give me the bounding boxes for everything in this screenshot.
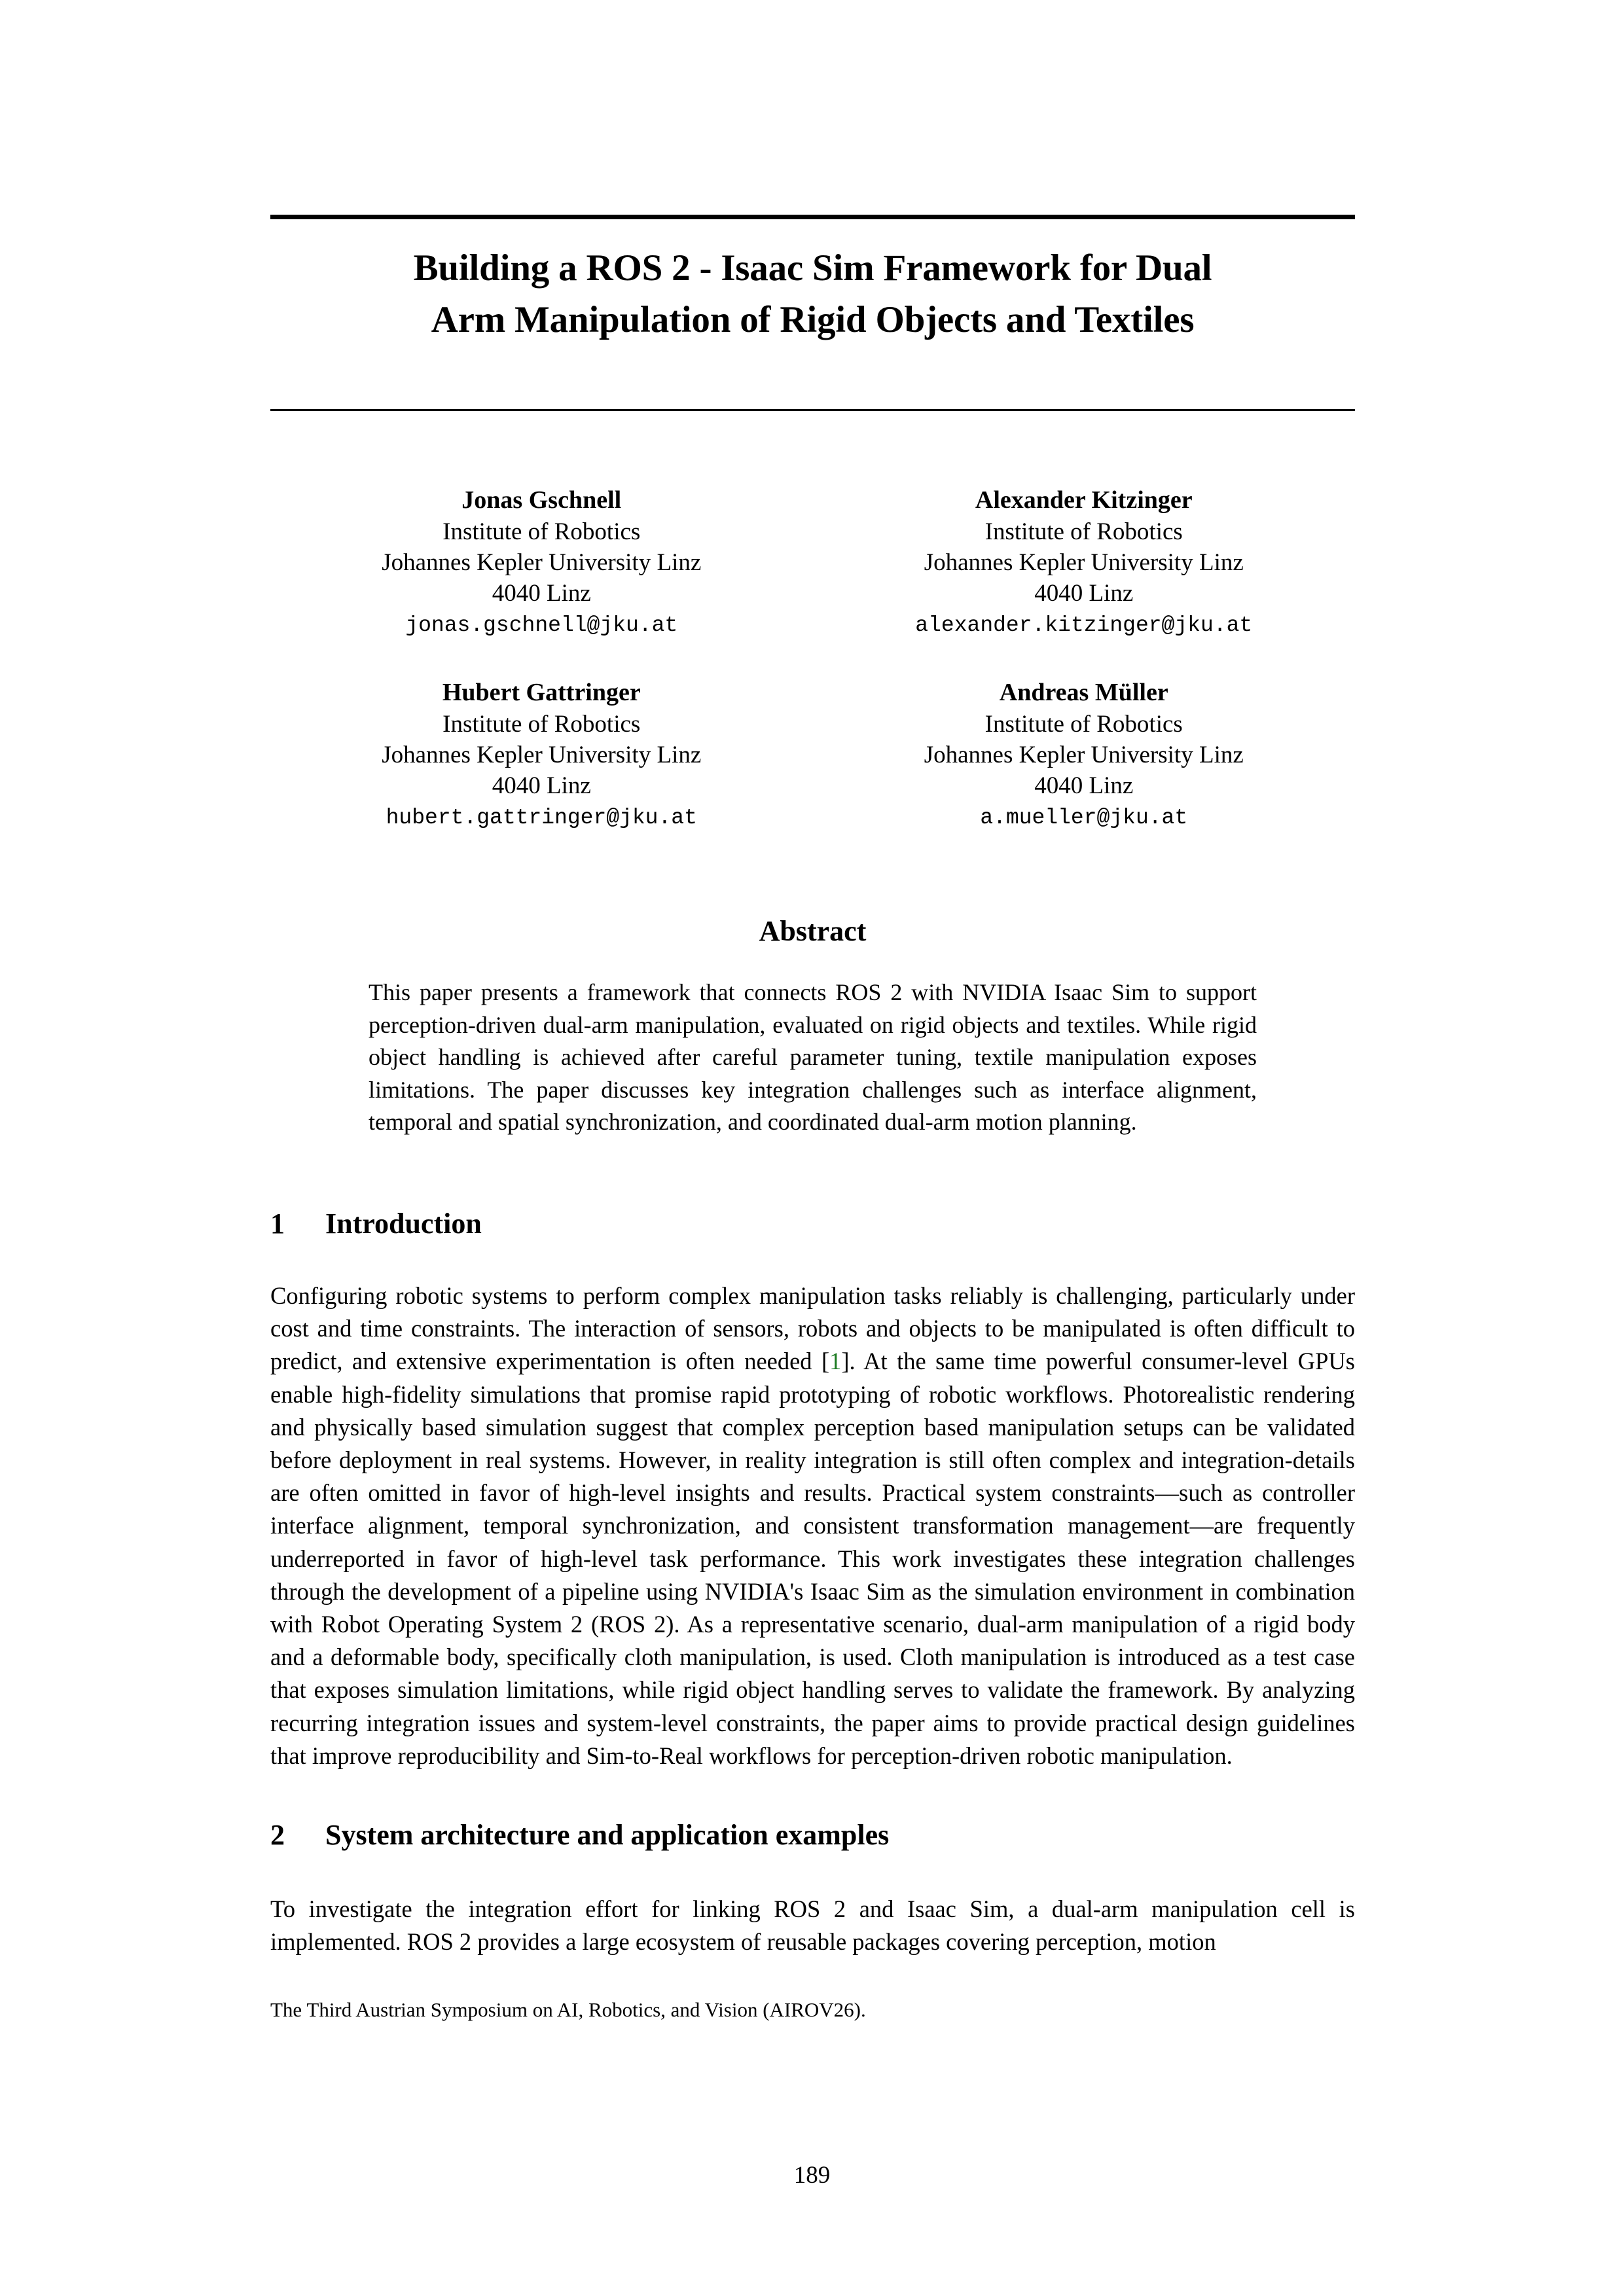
section-paragraph-system-architecture: To investigate the integration effort for linking ROS 2 and Isaac Sim, a dual-arm manipulation cell is implemented. ROS 2 provides a large ecosystem of reusable packages covering perception, motion: [270, 1895, 1355, 1956]
author-university: Johannes Kepler University Linz: [382, 549, 702, 576]
author-block: [270, 484, 1355, 835]
page-title: [270, 242, 1355, 346]
author-university: Johannes Kepler University Linz: [924, 742, 1244, 768]
citation-link-1[interactable]: 1: [829, 1348, 842, 1375]
section-paragraph-introduction: [270, 1280, 1355, 1772]
author-name: Jonas Gschnell: [461, 486, 622, 514]
author-email[interactable]: jonas.gschnell@jku.at: [405, 613, 678, 637]
author-name: Hubert Gattringer: [442, 679, 641, 706]
abstract-text: This paper presents a framework that connects ROS 2 with NVIDIA Isaac Sim to support perception-driven dual-arm manipulation, evaluated on rigid objects and textiles. While rigid object handling is achieved after careful parameter tuning, textile manipulation exposes limitations. The paper discusses key integration challenges such as interface alignment, temporal and spatial synchronization, and coordinated dual-arm motion planning.: [369, 979, 1257, 1135]
author-university: Johannes Kepler University Linz: [382, 742, 702, 768]
title-rule-bottom: [270, 409, 1355, 411]
author-entry: [270, 484, 813, 643]
author-row: [270, 484, 1355, 643]
section-heading-system-architecture: [270, 1817, 1355, 1854]
section-title: System architecture and application examples: [325, 1819, 890, 1851]
author-name: Andreas Müller: [999, 679, 1168, 706]
author-email[interactable]: alexander.kitzinger@jku.at: [915, 613, 1253, 637]
author-university: Johannes Kepler University Linz: [924, 549, 1244, 576]
author-city: 4040 Linz: [492, 772, 591, 799]
author-institute: Institute of Robotics: [984, 711, 1183, 738]
author-city: 4040 Linz: [492, 580, 591, 607]
author-email[interactable]: hubert.gattringer@jku.at: [386, 806, 697, 830]
author-entry: [813, 484, 1356, 643]
footnote-symposium: The Third Austrian Symposium on AI, Robotics, and Vision (AIROV26).: [270, 1998, 866, 2021]
page-number: 189: [793, 2162, 831, 2189]
author-institute: Institute of Robotics: [984, 518, 1183, 545]
title-rule-top: [270, 215, 1355, 219]
author-email[interactable]: a.mueller@jku.at: [980, 806, 1188, 830]
author-city: 4040 Linz: [1034, 580, 1134, 607]
author-name: Alexander Kitzinger: [975, 486, 1193, 514]
section-number: 2: [270, 1819, 285, 1851]
paragraph-text-part-2: ]. At the same time powerful consumer-level GPUs enable high-fidelity simulations that promise rapid prototyping of robotic workflows. Photorealistic rendering and physically based simulation suggest that complex perception based manipulation setups can be validated before deployment in real systems. However, in reality integration is still often complex and integration-details are often omitted in favor of high-level insights and results. Practical system constraints—such as controller interface alignment, temporal synchronization, and consistent transformation management—are frequently underreported in favor of high-level task performance. This work investigates these integration challenges through the development of a pipeline using NVIDIA's Isaac Sim as the simulation environment in combination with Robot Operating System 2 (ROS 2). As a representative scenario, dual-arm manipulation of a rigid body and a deformable body, specifically cloth manipulation, is used. Cloth manipulation is introduced as a test case that exposes simulation limitations, while rigid object handling serves to validate the framework. By analyzing recurring integration issues and system-level constraints, the paper aims to provide practical design guidelines that improve reproducibility and Sim-to-Real workflows for perception-driven robotic manipulation.: [270, 1348, 1356, 1769]
author-entry: [270, 677, 813, 835]
title-line-1: Building a ROS 2 - Isaac Sim Framework for Dual: [413, 247, 1212, 289]
author-institute: Institute of Robotics: [442, 518, 641, 545]
author-row: [270, 677, 1355, 835]
paragraph-text-part-1: Configuring robotic systems to perform complex manipulation tasks reliably is challenging, particularly under cost and time constraints. The interaction of sensors, robots and objects to be manipulated is often difficult to predict, and extensive experimentation is often needed [: [270, 1282, 1355, 1375]
title-line-2: Arm Manipulation of Rigid Objects and Textiles: [431, 299, 1195, 340]
author-city: 4040 Linz: [1034, 772, 1134, 799]
section-number: 1: [270, 1208, 285, 1240]
section-title: Introduction: [325, 1208, 482, 1240]
abstract-heading: Abstract: [759, 915, 867, 947]
section-heading-introduction: [270, 1206, 1355, 1242]
author-institute: Institute of Robotics: [442, 711, 641, 738]
author-entry: [813, 677, 1356, 835]
